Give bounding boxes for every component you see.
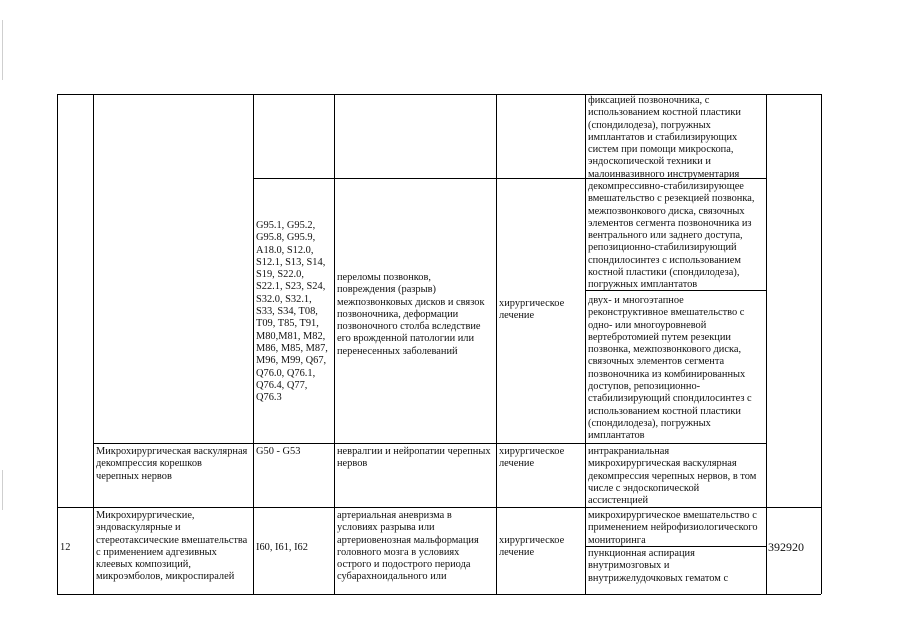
cell-line: числе с эндоскопической [588,482,700,494]
cell-line: реконструктивное вмешательство с [588,307,745,319]
cell-line: систем при помощи микроскопа, [588,144,734,156]
cell-line: элементов сегмента позвоночника из [588,217,752,229]
col-edge-icd [253,94,254,594]
scan-edge-mark [2,470,3,510]
cell-line: Q76.3 [256,392,282,404]
cell-line: одно- или многоуровневой [588,319,707,331]
method-row12-2 [588,548,765,585]
cell-line: перенесенных заболеваний [337,345,458,357]
col-edge-treatment [496,94,497,594]
cell-line: субарахноидального или [337,571,447,583]
cell-line: S12.1, S13, S14, [256,256,326,268]
diagnosis-row12 [337,510,495,584]
cell-line: M80,M81, M82, [256,330,326,342]
rule-nerve-top [93,443,766,444]
cell-line: черепных нервов [96,470,172,482]
method-row12-1 [588,510,765,547]
cell-line: декомпрессия черепных нервов, в том [588,470,757,482]
cell-line: Микрохирургическая васкулярная [96,446,248,457]
row-number: 12 [60,542,71,553]
cell-line: стереотаксические вмешательства [96,534,248,546]
cost-row12: 392920 [768,540,804,554]
cell-line: межпозвонковых дисков и связок [337,296,485,308]
diagnosis-spine [337,272,495,358]
cell-line: невралгии и нейропатии черепных [337,446,491,457]
cell-line: нервов [337,458,368,470]
cell-line: лечение [499,310,535,322]
cell-line: Микрохирургические, [96,510,195,521]
treatment-spine [499,298,584,323]
cell-line: S33, S34, T08, [256,306,318,318]
cell-line: использованием костной пластики [588,107,741,119]
method-nerve [588,446,765,507]
cell-line: интракраниальная [588,446,670,457]
cell-line: декомпрессия корешков [96,458,202,470]
cell-line: использованием костной пластики [588,405,741,417]
rule-bottom [57,594,821,595]
method-spine-2 [588,295,765,443]
cell-line: мониторинга [588,534,646,546]
cell-line: малоинвазивного инструментария [588,168,740,180]
col-edge-method [585,94,586,594]
cell-line: M96, M99, Q67, [256,355,327,367]
cell-line: артериовенозная мальформация [337,534,479,546]
cell-line: позвонка, межпозвонкового диска, [588,344,742,356]
cell-line: клеевых композиций, [96,559,191,571]
cell-line: микрохирургическая васкулярная [588,458,737,470]
cell-line: костной пластики (спондилодеза), [588,267,740,279]
cell-line: микроэмболов, микроспиралей [96,571,235,583]
cell-line: G50 - G53 [256,446,301,457]
cell-line: внутрижелудочковых гематом с [588,572,729,584]
cell-line: T09, T85, T91, [256,318,319,330]
cell-line: переломы позвонков, [337,272,431,283]
cell-line: артериальная аневризма в [337,510,452,521]
cell-line: спондилосинтез с использованием [588,254,741,266]
cell-line: имплантатов [588,430,645,442]
cell-line: фиксацией позвоночника, с [588,95,710,106]
cell-line: эндоскопической техники и [588,156,711,168]
treatment-row12 [499,535,584,560]
cell-line: позвоночника, деформации [337,308,459,320]
cell-line: эндоваскулярные и [96,522,181,534]
cell-line: лечение [499,458,535,470]
icd-codes-nerve [256,446,333,458]
cell-line: двух- и многоэтапное [588,295,684,306]
icd-codes-row12 [256,542,333,554]
cell-line: условиях разрыва или [337,522,435,534]
cell-line: доступов, репозиционно- [588,381,701,393]
cell-line: межпозвонкового диска, связочных [588,205,745,217]
cell-line: стабилизирующий спондилосинтез с [588,393,752,405]
cell-line: (спондилодеза), погружных [588,417,711,429]
method-spine-1 [588,181,765,292]
cell-line: Q76.4, Q77, [256,379,308,391]
cell-line: ассистенцией [588,495,649,507]
cell-line: имплантатов и стабилизирующих [588,131,738,143]
cell-line: G95.1, G95.2, [256,220,316,231]
cell-line: декомпрессивно-стабилизирующее [588,181,744,192]
cell-line: острого и подострого периода [337,559,471,571]
cell-line: микрохирургическое вмешательство с [588,510,757,521]
cell-line: хирургическое [499,298,565,309]
cell-line: связочных элементов сегмента [588,356,725,368]
cell-line: хирургическое [499,446,565,457]
cell-line: погружных имплантатов [588,279,698,291]
cell-line: S32.0, S32.1, [256,293,312,305]
cell-line: A18.0, S12.0, [256,244,314,256]
name-nerve [96,446,252,483]
cell-line: внутримозговых и [588,560,670,572]
col-edge-right [821,94,822,594]
cell-line: повреждения (разрыв) [337,284,436,296]
cell-line: лечение [499,547,535,559]
cell-line: его врожденной патологии или [337,333,475,345]
cell-line: с применением адгезивных [96,546,217,558]
col-edge-diagnosis [334,94,335,594]
cell-line: G95.8, G95.9, [256,232,316,244]
cell-line: хирургическое [499,535,565,546]
cell-line: вентрального или заднего доступа, [588,230,743,242]
cell-line: репозиционно-стабилизирующий [588,242,737,254]
cell-line: S22.1, S23, S24, [256,281,326,293]
cell-line: Q76.0, Q76.1, [256,367,316,379]
scan-edge-mark [2,20,3,80]
treatment-nerve [499,446,584,471]
cell-line: I60, I61, I62 [256,542,308,553]
cell-line: головного мозга в условиях [337,546,460,558]
diagnosis-nerve [337,446,495,471]
cell-line: пункционная аспирация [588,548,695,559]
cell-line: применением нейрофизиологического [588,522,758,534]
cell-line: (спондилодеза), погружных [588,119,711,131]
cell-line: вмешательство с резекцией позвонка, [588,193,755,205]
icd-codes-spine [256,220,333,404]
cell-line: позвоночного столба вследствие [337,321,481,333]
cell-line: M86, M85, M87, [256,342,328,354]
col-edge-left [57,94,58,594]
method-cell-continued [588,95,764,181]
col-edge-cost [766,94,767,594]
col-edge-name [93,94,94,594]
cell-line: вертебротомией путем резекции [588,331,731,343]
cell-line: позвоночника из комбинированных [588,368,746,380]
name-row12 [96,510,252,584]
cell-line: S19, S22.0, [256,269,304,281]
